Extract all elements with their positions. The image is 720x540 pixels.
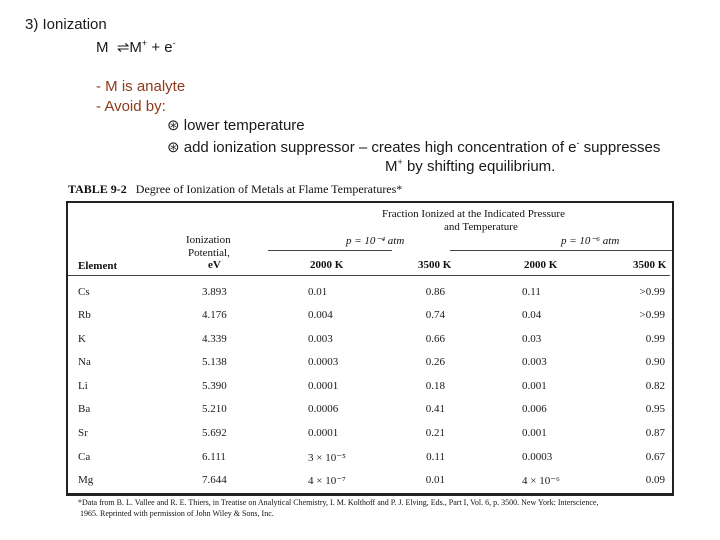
table-cell: 3 × 10⁻⁵	[308, 452, 346, 464]
table-cell: 3.893	[202, 286, 227, 298]
table-cell: 5.210	[202, 403, 227, 415]
table-row	[0, 333, 720, 347]
table-row	[0, 309, 720, 323]
table-cell: >0.99	[639, 286, 665, 298]
table-cell: 0.21	[425, 427, 445, 439]
col-element: Element	[78, 260, 118, 272]
table-cell: 4.176	[202, 309, 227, 321]
col-ip-3: eV	[208, 259, 221, 271]
table-cell: 0.004	[308, 309, 333, 321]
table-cell: 0.0006	[308, 403, 339, 415]
table-cell: 0.90	[645, 356, 665, 368]
col-temp: 2000 K	[310, 259, 344, 271]
table-cell: 0.41	[425, 403, 445, 415]
table-cell: 0.0003	[522, 451, 553, 463]
table-cell: Mg	[78, 474, 94, 486]
table-cell: 0.03	[522, 333, 542, 345]
table-cell: 5.390	[202, 380, 227, 392]
table-cell: 0.01	[308, 286, 328, 298]
table-row	[0, 427, 720, 441]
table-cell: 4 × 10⁻⁷	[308, 475, 346, 487]
table-cell: 0.003	[522, 356, 547, 368]
table-row	[0, 474, 720, 488]
table-row	[0, 380, 720, 394]
table-cell: 0.11	[426, 451, 445, 463]
table-cell: >0.99	[639, 309, 665, 321]
divider	[268, 250, 392, 251]
table-cell: 0.0001	[308, 427, 339, 439]
sub-bullet-continuation: M+ by shifting equilibrium.	[385, 157, 556, 175]
table-cell: Li	[78, 380, 88, 392]
table-cell: 0.26	[425, 356, 445, 368]
col-ip-1: Ionization	[186, 234, 231, 246]
table-row	[0, 356, 720, 370]
table-cell: Ba	[78, 403, 91, 415]
table-cell: 0.04	[522, 309, 542, 321]
table-cell: 0.003	[308, 333, 333, 345]
table-cell: 5.138	[202, 356, 227, 368]
table-cell: 0.82	[645, 380, 665, 392]
table-cell: 0.001	[522, 427, 547, 439]
table-cell: 0.001	[522, 380, 547, 392]
table-cell: 0.74	[425, 309, 445, 321]
table-cell: 0.18	[425, 380, 445, 392]
table-cell: 0.006	[522, 403, 547, 415]
equilibrium-arrow-icon: ⇌	[116, 39, 130, 56]
footnote: 1965. Reprinted with permission of John Wiley & Sons, Inc.	[80, 509, 274, 518]
table-cell: 0.95	[645, 403, 665, 415]
table-cell: 0.99	[645, 333, 665, 345]
pressure-1: p = 10⁻⁴ atm	[346, 235, 405, 247]
group-header-2: and Temperature	[444, 221, 518, 233]
table-cell: K	[78, 333, 86, 345]
table-cell: 5.692	[202, 427, 227, 439]
table-cell: 0.0003	[308, 356, 339, 368]
table-cell: Sr	[78, 427, 88, 439]
sub-bullet-temperature: ⊛ lower temperature	[167, 117, 305, 134]
table-cell: 0.67	[645, 451, 665, 463]
table-cell: 4.339	[202, 333, 227, 345]
sub-bullet-suppressor: ⊛ add ionization suppressor – creates high concentration of e- suppresses	[167, 138, 661, 156]
table-cell: 0.11	[522, 286, 541, 298]
bullet-icon: ⊛	[167, 117, 184, 134]
pressure-2: p = 10⁻⁶ atm	[561, 235, 620, 247]
divider	[450, 250, 672, 251]
table-cell: 0.86	[425, 286, 445, 298]
table-cell: 0.66	[425, 333, 445, 345]
table-cell: 7.644	[202, 474, 227, 486]
ionization-equation: M ⇌M+ + e-	[96, 38, 176, 56]
table-cell: 0.01	[425, 474, 445, 486]
col-temp: 2000 K	[524, 259, 558, 271]
bullet-icon: ⊛	[167, 139, 184, 156]
table-row	[0, 451, 720, 465]
table-cell: Ca	[78, 451, 91, 463]
bullet-avoid: - Avoid by:	[96, 98, 166, 115]
bullet-analyte: - M is analyte	[96, 78, 186, 95]
table-row	[0, 403, 720, 417]
table-cell: 0.0001	[308, 380, 339, 392]
col-temp: 3500 K	[418, 259, 452, 271]
table-cell: 4 × 10⁻⁶	[522, 475, 560, 487]
col-ip-2: Potential,	[188, 247, 230, 259]
heading: 3) Ionization	[25, 16, 107, 33]
group-header: Fraction Ionized at the Indicated Pressure	[382, 208, 565, 220]
footnote: *Data from B. L. Vallee and R. E. Thiers, in Treatise on Analytical Chemistry, I. M. Kolthoff and P. J. Elving, Eds., Part I, Vol. 6, p. 3500. New York: Interscience,	[78, 498, 599, 507]
table-cell: 0.09	[645, 474, 665, 486]
table-caption: TABLE 9-2 Degree of Ionization of Metals at Flame Temperatures*	[68, 182, 403, 196]
table-cell: Na	[78, 356, 91, 368]
table-cell: 0.87	[645, 427, 665, 439]
table-cell: Cs	[78, 286, 90, 298]
table-cell: 6.111	[202, 451, 226, 463]
col-temp: 3500 K	[633, 259, 667, 271]
table-cell: Rb	[78, 309, 91, 321]
header-divider	[68, 275, 670, 276]
table-row	[0, 286, 720, 300]
